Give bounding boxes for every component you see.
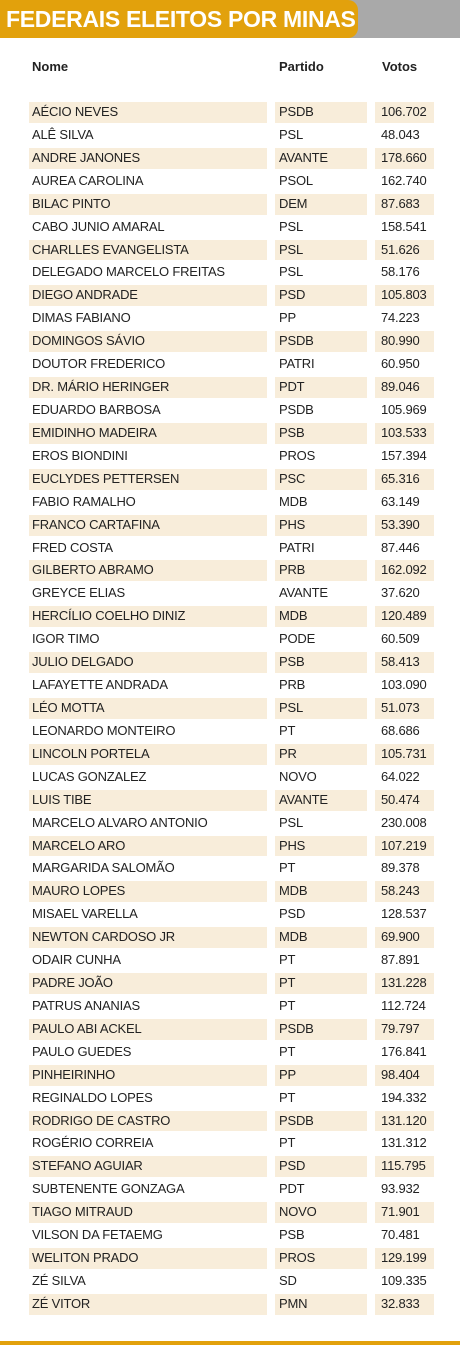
bottom-divider — [0, 1341, 460, 1345]
party-name: PRB — [279, 562, 306, 578]
deputy-name: ANDRE JANONES — [32, 149, 140, 165]
table-row — [29, 1110, 434, 1133]
vote-count: 176.841 — [381, 1043, 427, 1059]
deputy-name: LUCAS GONZALEZ — [32, 768, 147, 784]
party-name: PSOL — [279, 172, 313, 188]
party-name: MDB — [279, 929, 308, 945]
party-name: PSB — [279, 654, 305, 670]
deputy-name: MARCELO ARO — [32, 837, 126, 853]
deputy-name: FABIO RAMALHO — [32, 493, 136, 509]
vote-count: 51.626 — [381, 241, 420, 257]
vote-count: 65.316 — [381, 470, 420, 486]
table-row — [29, 903, 434, 926]
party-name: PSDB — [279, 401, 314, 417]
deputy-name: DIMAS FABIANO — [32, 310, 131, 326]
party-name: SD — [279, 1273, 297, 1289]
party-name: PSL — [279, 699, 303, 715]
vote-count: 98.404 — [381, 1066, 420, 1082]
party-name: PHS — [279, 516, 306, 532]
deputy-name: MARGARIDA SALOMÃO — [32, 860, 175, 876]
vote-count: 93.932 — [381, 1181, 420, 1197]
table-row — [29, 559, 434, 582]
deputy-name: PAULO ABI ACKEL — [32, 1020, 142, 1036]
party-name: PSL — [279, 814, 303, 830]
vote-count: 87.891 — [381, 952, 420, 968]
vote-count: 194.332 — [381, 1089, 427, 1105]
deputy-name: HERCÍLIO COELHO DINIZ — [32, 608, 186, 624]
table-row — [29, 1178, 434, 1201]
party-name: MDB — [279, 608, 308, 624]
table-row — [29, 1224, 434, 1247]
vote-count: 79.797 — [381, 1020, 420, 1036]
deputy-name: STEFANO AGUIAR — [32, 1158, 143, 1174]
deputy-name: ZÉ SILVA — [32, 1273, 86, 1289]
table-row — [29, 605, 434, 628]
table-row — [29, 1041, 434, 1064]
party-name: PSC — [279, 470, 306, 486]
deputy-name: MARCELO ALVARO ANTONIO — [32, 814, 208, 830]
table-row — [29, 628, 434, 651]
party-name: PDT — [279, 1181, 305, 1197]
title-banner — [0, 0, 358, 38]
party-name: PSDB — [279, 333, 314, 349]
table-row — [29, 972, 434, 995]
party-name: AVANTE — [279, 791, 328, 807]
vote-count: 105.803 — [381, 287, 427, 303]
deputy-name: AUREA CAROLINA — [32, 172, 144, 188]
vote-count: 162.092 — [381, 562, 427, 578]
party-name: NOVO — [279, 1204, 317, 1220]
table-row — [29, 307, 434, 330]
deputy-name: EMIDINHO MADEIRA — [32, 424, 157, 440]
deputy-name: EROS BIONDINI — [32, 447, 128, 463]
deputy-name: LUIS TIBE — [32, 791, 92, 807]
table-row — [29, 261, 434, 284]
deputy-name: AÉCIO NEVES — [32, 104, 118, 119]
party-name: PSL — [279, 264, 303, 280]
table-row — [29, 193, 434, 216]
table-row — [29, 743, 434, 766]
deputy-name: LAFAYETTE ANDRADA — [32, 677, 168, 693]
table-row — [29, 651, 434, 674]
deputy-name: REGINALDO LOPES — [32, 1089, 153, 1105]
table-row — [29, 1155, 434, 1178]
vote-count: 158.541 — [381, 218, 427, 234]
deputy-name: DOMINGOS SÁVIO — [32, 333, 145, 349]
vote-count: 58.243 — [381, 883, 420, 899]
party-name: PSL — [279, 241, 303, 257]
table-row — [29, 514, 434, 537]
vote-count: 112.724 — [381, 997, 426, 1013]
party-name: PSB — [279, 424, 305, 440]
party-name: PSDB — [279, 1020, 314, 1036]
table-row — [29, 1201, 434, 1224]
table-row — [29, 445, 434, 468]
deputy-name: GREYCE ELIAS — [32, 585, 125, 601]
vote-count: 162.740 — [381, 172, 427, 188]
party-name: PRB — [279, 677, 306, 693]
vote-count: 58.176 — [381, 264, 420, 280]
deputy-name: LÉO MOTTA — [32, 699, 105, 715]
vote-count: 178.660 — [381, 149, 427, 165]
party-name: PT — [279, 952, 296, 968]
column-header-name: Nome — [32, 59, 69, 74]
table-row — [29, 857, 434, 880]
deputy-name: LINCOLN PORTELA — [32, 745, 150, 761]
results-table — [29, 101, 434, 1316]
party-name: PATRI — [279, 539, 315, 555]
vote-count: 53.390 — [381, 516, 420, 532]
vote-count: 87.446 — [381, 539, 420, 555]
vote-count: 131.312 — [381, 1135, 427, 1151]
table-row — [29, 995, 434, 1018]
table-row — [29, 835, 434, 858]
table-row — [29, 170, 434, 193]
table-row — [29, 216, 434, 239]
vote-count: 105.731 — [381, 745, 427, 761]
table-row — [29, 880, 434, 903]
vote-count: 107.219 — [381, 837, 427, 853]
deputy-name: BILAC PINTO — [32, 195, 111, 211]
party-name: PSDB — [279, 1112, 314, 1128]
vote-count: 70.481 — [381, 1227, 420, 1243]
party-name: PATRI — [279, 356, 315, 372]
vote-count: 109.335 — [381, 1273, 427, 1289]
vote-count: 103.533 — [381, 424, 427, 440]
deputy-name: PATRUS ANANIAS — [32, 997, 140, 1013]
table-row — [29, 812, 434, 835]
table-row — [29, 376, 434, 399]
table-row — [29, 284, 434, 307]
deputy-name: ZÉ VITOR — [32, 1295, 91, 1311]
deputy-name: LEONARDO MONTEIRO — [32, 722, 176, 738]
vote-count: 69.900 — [381, 929, 420, 945]
vote-count: 63.149 — [381, 493, 420, 509]
vote-count: 106.702 — [381, 104, 427, 119]
table-row — [29, 720, 434, 743]
party-name: PT — [279, 1043, 296, 1059]
table-row — [29, 399, 434, 422]
page-title: FEDERAIS ELEITOS POR MINAS — [6, 6, 356, 32]
table-row — [29, 697, 434, 720]
column-header-votes: Votos — [382, 59, 418, 74]
deputy-name: ALÊ SILVA — [32, 126, 94, 142]
table-row — [29, 537, 434, 560]
vote-count: 80.990 — [381, 333, 420, 349]
deputy-name: EDUARDO BARBOSA — [32, 401, 161, 417]
deputy-name: PADRE JOÃO — [32, 975, 113, 991]
deputy-name: PAULO GUEDES — [32, 1043, 132, 1059]
party-name: PDT — [279, 379, 305, 395]
party-name: PP — [279, 1066, 296, 1082]
vote-count: 120.489 — [381, 608, 427, 624]
party-name: PMN — [279, 1295, 308, 1311]
party-name: PODE — [279, 631, 316, 647]
vote-count: 103.090 — [381, 677, 427, 693]
vote-count: 51.073 — [381, 699, 420, 715]
party-name: AVANTE — [279, 585, 328, 601]
party-name: AVANTE — [279, 149, 328, 165]
table-row — [29, 239, 434, 262]
table-row — [29, 1132, 434, 1155]
deputy-name: DELEGADO MARCELO FREITAS — [32, 264, 225, 280]
party-name: PSB — [279, 1227, 305, 1243]
vote-count: 115.795 — [381, 1158, 426, 1174]
table-row — [29, 1018, 434, 1041]
deputy-name: GILBERTO ABRAMO — [32, 562, 154, 578]
party-name: MDB — [279, 493, 308, 509]
party-name: PSD — [279, 1158, 306, 1174]
party-name: MDB — [279, 883, 308, 899]
deputy-name: ROGÉRIO CORREIA — [32, 1135, 154, 1151]
vote-count: 89.378 — [381, 860, 420, 876]
table-row — [29, 766, 434, 789]
deputy-name: EUCLYDES PETTERSEN — [32, 470, 180, 486]
party-name: PT — [279, 1089, 296, 1105]
party-name: PT — [279, 722, 296, 738]
vote-count: 68.686 — [381, 722, 420, 738]
deputy-name: FRED COSTA — [32, 539, 113, 555]
deputy-name: CHARLLES EVANGELISTA — [32, 241, 189, 257]
party-name: PSD — [279, 287, 306, 303]
table-row — [29, 1247, 434, 1270]
vote-count: 58.413 — [381, 654, 420, 670]
table-row — [29, 1064, 434, 1087]
deputy-name: FRANCO CARTAFINA — [32, 516, 160, 532]
deputy-name: DIEGO ANDRADE — [32, 287, 138, 303]
party-name: PSDB — [279, 104, 314, 119]
deputy-name: MISAEL VARELLA — [32, 906, 138, 922]
table-row — [29, 468, 434, 491]
table-row — [29, 789, 434, 812]
table-row — [29, 1293, 434, 1316]
party-name: DEM — [279, 195, 308, 211]
vote-count: 89.046 — [381, 379, 420, 395]
table-row — [29, 674, 434, 697]
deputy-name: RODRIGO DE CASTRO — [32, 1112, 171, 1128]
vote-count: 48.043 — [381, 126, 420, 142]
table-row — [29, 582, 434, 605]
deputy-name: MAURO LOPES — [32, 883, 126, 899]
vote-count: 37.620 — [381, 585, 420, 601]
vote-count: 157.394 — [381, 447, 427, 463]
party-name: PT — [279, 860, 296, 876]
vote-count: 74.223 — [381, 310, 420, 326]
party-name: PROS — [279, 1250, 316, 1266]
party-name: PSL — [279, 126, 303, 142]
column-header-party: Partido — [279, 59, 324, 74]
table-row — [29, 1087, 434, 1110]
vote-count: 50.474 — [381, 791, 420, 807]
party-name: NOVO — [279, 768, 317, 784]
deputy-name: DOUTOR FREDERICO — [32, 356, 166, 372]
deputy-name: SUBTENENTE GONZAGA — [32, 1181, 185, 1197]
vote-count: 87.683 — [381, 195, 420, 211]
table-row — [29, 422, 434, 445]
party-name: PSL — [279, 218, 303, 234]
party-name: PT — [279, 997, 296, 1013]
vote-count: 60.509 — [381, 631, 420, 647]
vote-count: 129.199 — [381, 1250, 427, 1266]
table-row — [29, 949, 434, 972]
party-name: PROS — [279, 447, 316, 463]
deputy-name: VILSON DA FETAEMG — [32, 1227, 163, 1243]
party-name: PR — [279, 745, 297, 761]
deputy-name: IGOR TIMO — [32, 631, 100, 647]
table-row — [29, 101, 434, 124]
deputy-name: WELITON PRADO — [32, 1250, 139, 1266]
vote-count: 64.022 — [381, 768, 420, 784]
deputy-name: PINHEIRINHO — [32, 1066, 116, 1082]
vote-count: 71.901 — [381, 1204, 420, 1220]
table-row — [29, 491, 434, 514]
party-name: PT — [279, 1135, 296, 1151]
deputy-name: NEWTON CARDOSO JR — [32, 929, 175, 945]
deputy-name: JULIO DELGADO — [32, 654, 134, 670]
table-row — [29, 330, 434, 353]
table-row — [29, 926, 434, 949]
vote-count: 60.950 — [381, 356, 420, 372]
deputy-name: TIAGO MITRAUD — [32, 1204, 133, 1220]
party-name: PHS — [279, 837, 306, 853]
table-row — [29, 124, 434, 147]
deputy-name: ODAIR CUNHA — [32, 952, 121, 968]
table-row — [29, 353, 434, 376]
vote-count: 128.537 — [381, 906, 427, 922]
deputy-name: DR. MÁRIO HERINGER — [32, 379, 170, 395]
vote-count: 32.833 — [381, 1295, 420, 1311]
vote-count: 105.969 — [381, 401, 427, 417]
party-name: PP — [279, 310, 296, 326]
party-name: PT — [279, 975, 296, 991]
vote-count: 131.120 — [381, 1112, 427, 1128]
table-row — [29, 1270, 434, 1293]
party-name: PSD — [279, 906, 306, 922]
vote-count: 131.228 — [381, 975, 427, 991]
table-row — [29, 147, 434, 170]
vote-count: 230.008 — [381, 814, 427, 830]
deputy-name: CABO JUNIO AMARAL — [32, 218, 165, 234]
